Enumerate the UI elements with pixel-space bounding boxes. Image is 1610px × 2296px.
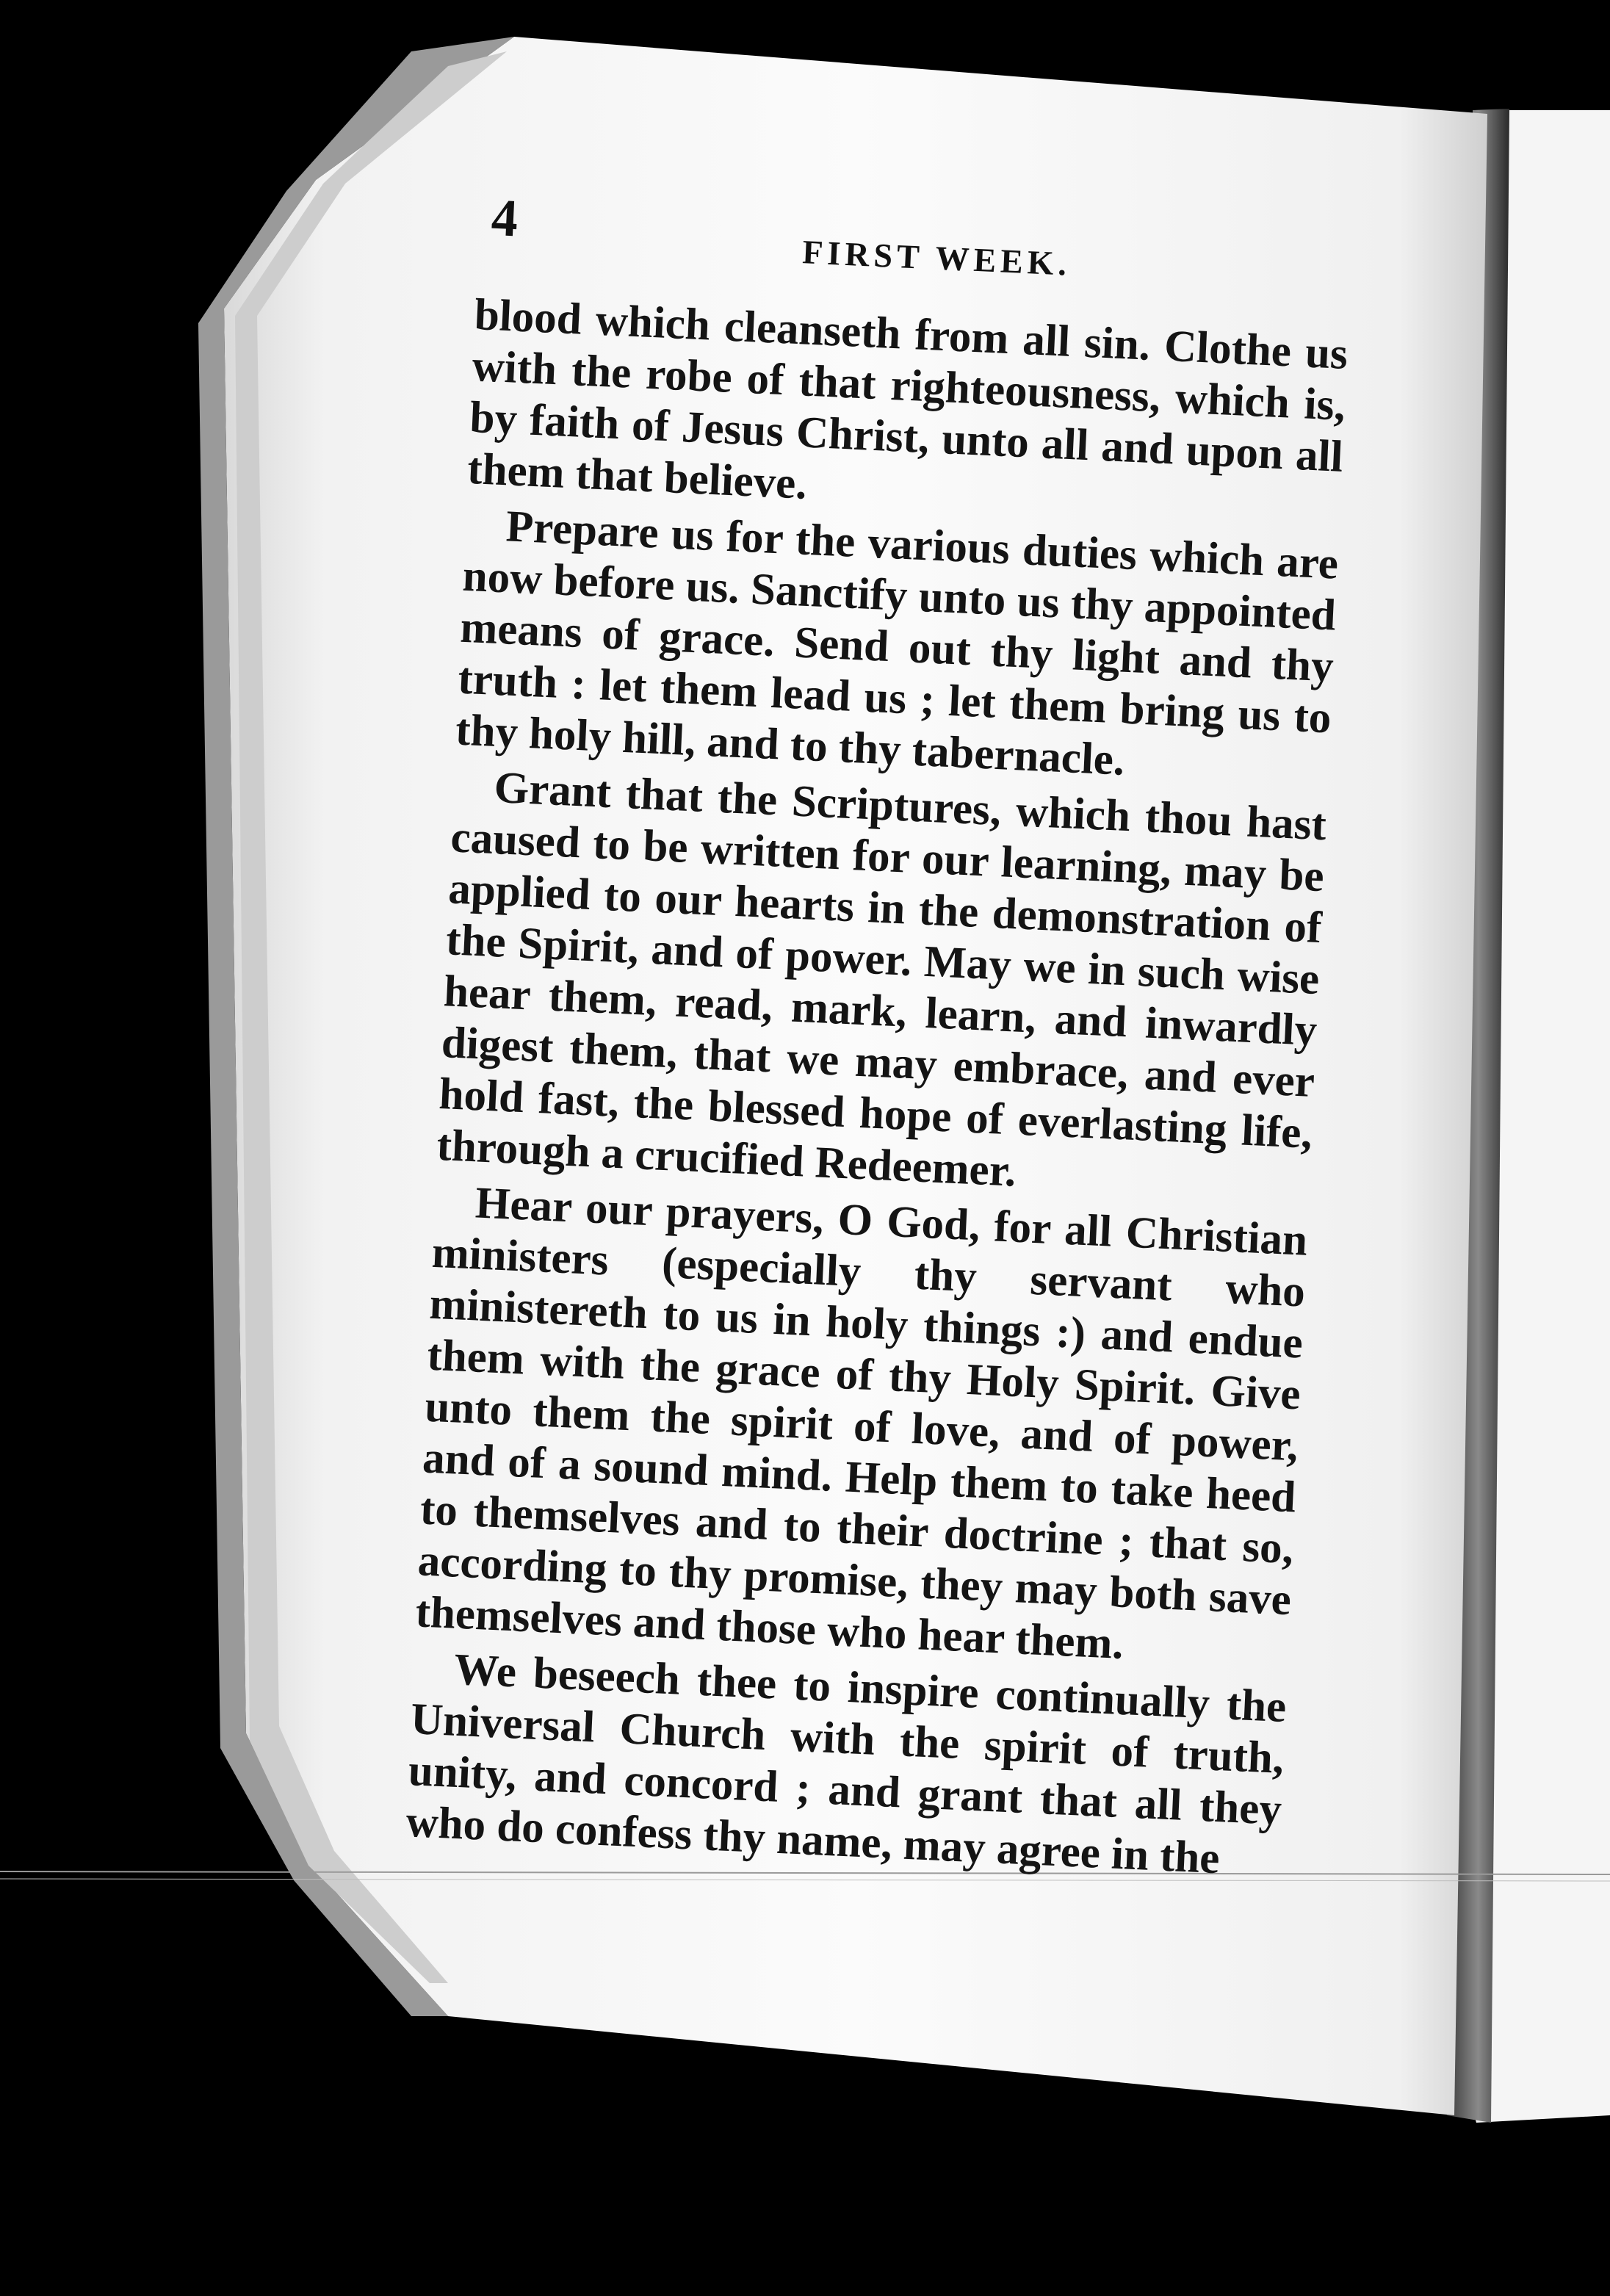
paragraph-continuation: blood which cleanseth from all sin. Clothe us with the robe of that righteousness, which is, by faith of Jesus Christ, unto all and upon all them that believe. (466, 290, 1349, 509)
page-number: 4 (490, 187, 519, 248)
running-head: FIRST WEEK. (801, 233, 1072, 283)
paragraph-church: We beseech thee to inspire continually the Universal Church with the spirit of truth, unity, and concord ; and grant that all they who do confess thy name, may agree in the (405, 1645, 1288, 1884)
paragraph-ministers: Hear our prayers, O God, for all Christian ministers (especially thy servant who ministereth to us in holy things :) and endue them with the grace of thy Holy Spirit. Give unto them the spirit of love, and of power, and of a sound mind. Help them to take heed to themselves and to their doctrine ; that so, according to thy promise, they may both save themselves and those who hear them. (414, 1178, 1309, 1669)
paragraph-scriptures: Grant that the Scriptures, which thou hast caused to be written for our learning, may be applied to our hearts in the demonstration of the Spirit, and of power. May we in such wise hear them, read, mark, learn, and inwardly digest them, that we may embrace, and ever hold fast, the blessed hope of everlasting life, through a crucified Redeemer. (436, 762, 1328, 1196)
body-text (405, 289, 1349, 1892)
paragraph-prepare: Prepare us for the various duties which are now before us. Sanctify unto us thy appointed means of grace. Send out thy light and thy truth : let them lead us ; let them bring us to thy holy hill, and to thy tabernacle. (454, 502, 1340, 785)
